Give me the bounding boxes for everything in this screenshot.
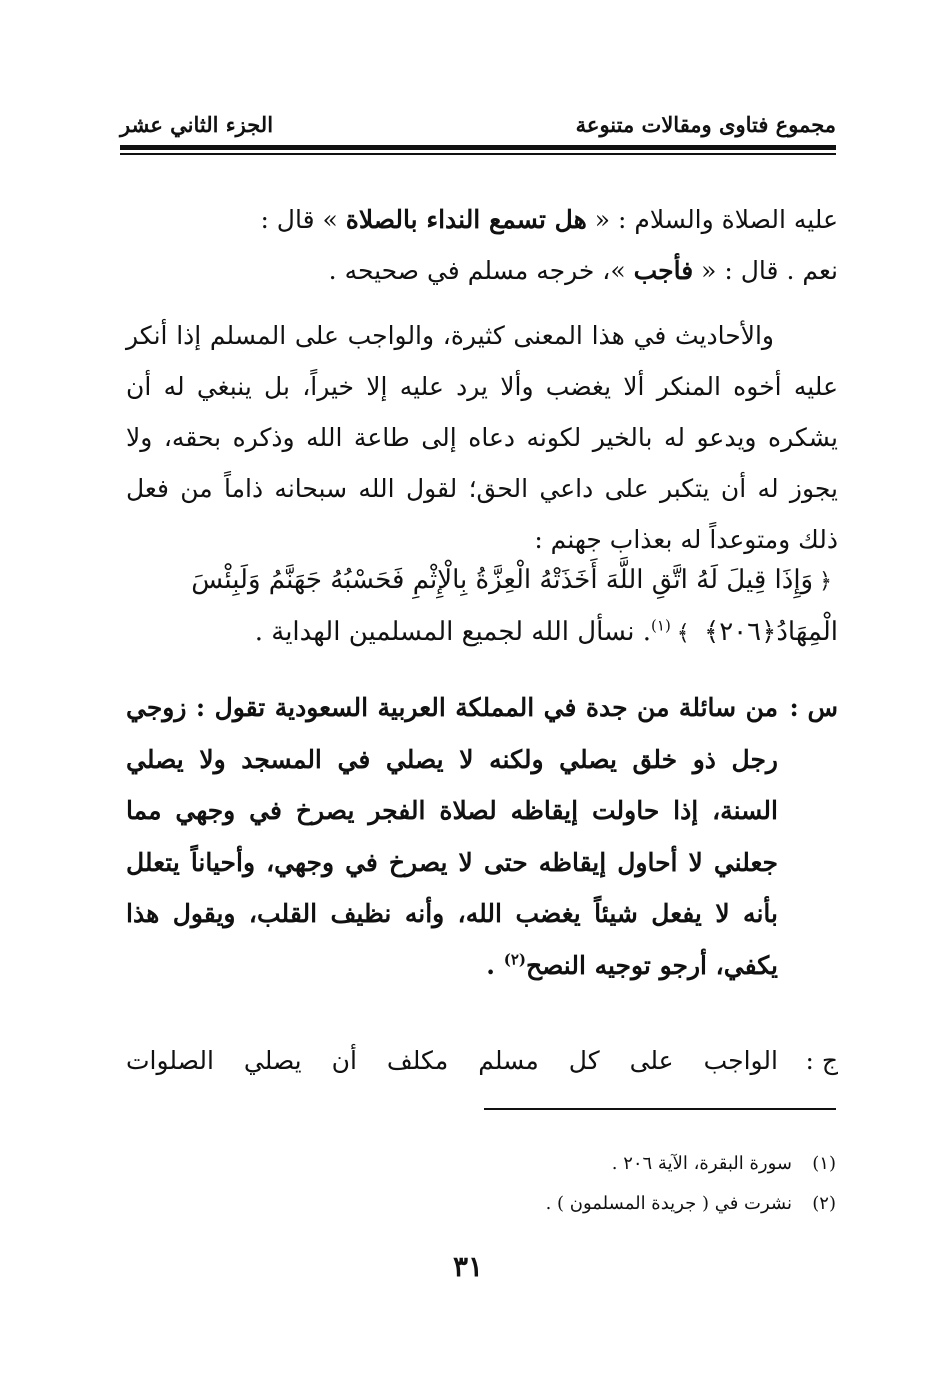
header-rule-thick (120, 145, 836, 150)
verse-line-1 (126, 555, 838, 607)
question-label: س : (789, 693, 838, 722)
answer-label: ج : (805, 1046, 838, 1075)
close-ornament: ﴾ (676, 621, 690, 646)
running-header (120, 108, 836, 144)
footnote-text: سورة البقرة، الآية ٢٠٦ . (611, 1153, 792, 1174)
footnote-ref-2: (٢) (503, 950, 526, 969)
footnote-2 (400, 1184, 836, 1224)
volume-part: الجزء الثاني عشر (120, 112, 274, 137)
verse-text-end: الْمِهَادُ (776, 617, 838, 647)
ruling-text: والأحاديث في هذا المعنى كثيرة، والواجب على المسلم إذا أنكر عليه أخوه المنكر ألا يغضب وألا يرد عليه إلا خيراً، بل ينبغي له أن يشكره ويدعو له بالخير لكونه دعاه إلى طاعة الله وذكره بحقه، ولا يجوز له أن يتكبر على داعي الحق؛ لقول الله سبحانه ذاماً من فعل ذلك ومتوعداً له بعذاب جهنم : (126, 321, 838, 554)
verse-text: وَإِذَا قِيلَ لَهُ اتَّقِ اللَّهَ أَخَذَتْهُ الْعِزَّةُ بِالْإِثْمِ فَحَسْبُهُ جَهَنَّمُ وَلَبِئْسَ (191, 565, 814, 595)
text-span: عليه الصلاة والسلام : « (586, 205, 838, 234)
footnote-1 (400, 1144, 836, 1184)
paragraph-hadith (126, 194, 838, 296)
footnote-number: (١) (812, 1153, 836, 1174)
hadith-line-1 (126, 194, 838, 245)
hadith-line-2 (126, 245, 838, 296)
question-text: من سائلة من جدة في المملكة العربية السعودية تقول : زوجي رجل ذو خلق يصلي ولكنه لا يصلي في المسجد ولا يصلي السنة، إذا حاولت إيقاظه لصلاة الفجر يصرخ في وجهي مما جعلني لا أحاول إيقاظه حتى لا يصرخ في وجهي، وأحياناً يتعلل بأنه لا يفعل شيئاً يغضب الله، وأنه نظيف القلب، ويقول هذا يكفي، أرجو توجيه النصح (126, 693, 778, 980)
question-end: . (486, 950, 504, 980)
footnotes (400, 1144, 836, 1224)
quran-quote (126, 555, 838, 659)
footnote-ref-1: (١) (651, 616, 671, 635)
ayah-number: ﴿٢٠٦﴾ (703, 617, 777, 647)
page-number: ٣١ (452, 1250, 484, 1283)
footnote-number: (٢) (812, 1193, 836, 1214)
answer-text: الواجب على كل مسلم مكلف أن يصلي الصلوات (126, 1046, 778, 1075)
text-span: »، خرجه مسلم في صحيحه . (328, 256, 634, 285)
header-rule-thin (120, 153, 836, 155)
footnote-rule (484, 1108, 836, 1110)
paragraph-ruling (126, 310, 838, 565)
book-title: مجموع فتاوى ومقالات متنوعة (575, 112, 836, 137)
footnote-text: نشرت في ( جريدة المسلمون ) . (545, 1193, 792, 1214)
text-span: نعم . قال : « (693, 256, 838, 285)
closing-prayer: . نسأل الله لجميع المسلمين الهداية . (254, 617, 652, 647)
verse-line-2 (126, 607, 838, 659)
answer-block (126, 1035, 838, 1086)
open-ornament: ﴿ (819, 569, 832, 594)
hadith-quote-bold: فأجب (633, 256, 694, 285)
question-block (126, 682, 838, 991)
question-text-wrap (126, 682, 838, 991)
hadith-quote-bold: هل تسمع النداء بالصلاة (345, 205, 587, 234)
text-span: » قال : (260, 205, 346, 234)
